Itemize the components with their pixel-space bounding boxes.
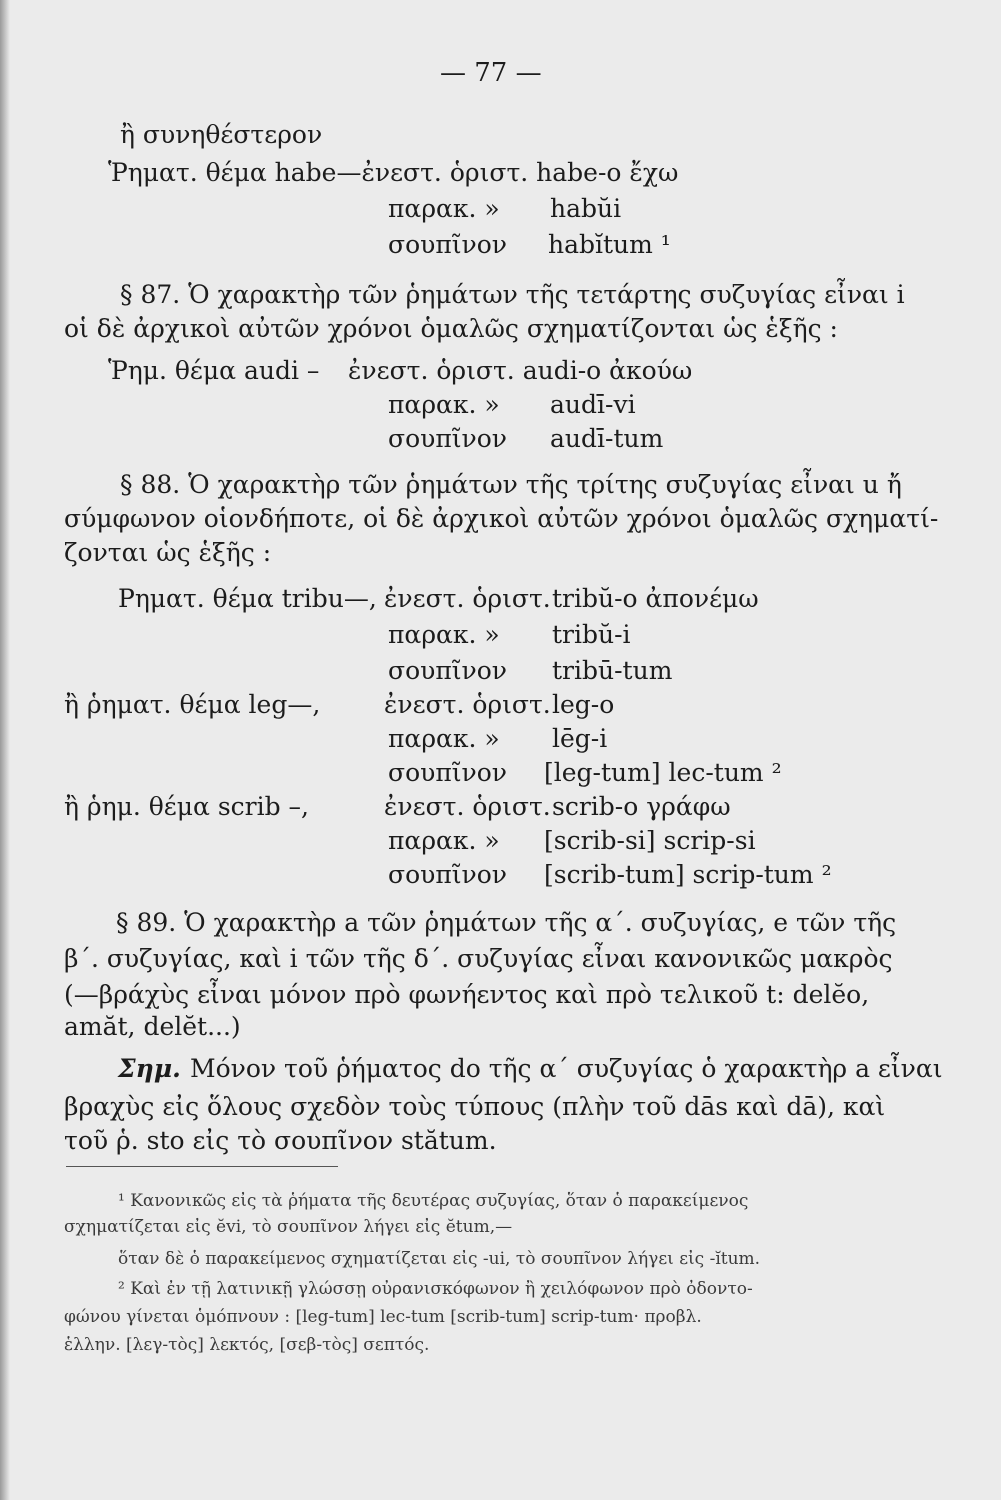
text-line: παρακ. » xyxy=(388,826,500,855)
text-line: tribŭ-i xyxy=(552,620,631,649)
text-line: σουπῖνον xyxy=(388,656,507,685)
paragraph-89-line: § 89. Ὁ χαρακτὴρ a τῶν ῥημάτων τῆς α΄. συζυγίας, e τῶν τῆς xyxy=(116,908,897,937)
text-line: σουπῖνον xyxy=(388,860,507,889)
footnote-line: ἑλλην. [λεγ-τὸς] λεκτός, [σεβ-τὸς] σεπτός. xyxy=(64,1335,430,1355)
footnote-divider xyxy=(66,1166,338,1167)
text-line: tribŭ-o ἀπονέμω xyxy=(552,584,759,613)
text-line: ἐνεστ. ὁριστ. audi-o ἀκούω xyxy=(348,356,693,385)
footnote-line: ² Καὶ ἐν τῇ λατινικῇ γλώσσῃ οὐρανισκόφωνον ἢ χειλόφωνον πρὸ ὀδοντο- xyxy=(118,1279,753,1299)
text-line: Ῥημ. θέμα audi – xyxy=(108,356,320,385)
text-line: [leg-tum] lec-tum ² xyxy=(544,758,782,787)
paragraph-88-line: ζονται ὡς ἑξῆς : xyxy=(64,538,272,567)
footnote-line: φώνου γίνεται ὁμόπνουν : [leg-tum] lec-tum [scrib-tum] scrip-tum· προβλ. xyxy=(64,1307,702,1327)
text-line: σουπῖνον xyxy=(388,230,507,259)
text-line: ἐνεστ. ὁριστ. xyxy=(384,690,551,719)
paragraph-88-line: σύμφωνον οἱονδήποτε, οἱ δὲ ἀρχικοὶ αὐτῶν χρόνοι ὁμαλῶς σχηματί- xyxy=(64,504,939,533)
note-line: βραχὺς εἰς ὅλους σχεδὸν τοὺς τύπους (πλὴν τοῦ dās καὶ dā), καὶ xyxy=(64,1092,886,1121)
text-line: [scrib-si] scrip-si xyxy=(544,826,756,855)
paragraph-89-line: β΄. συζυγίας, καὶ i τῶν τῆς δ΄. συζυγίας εἶναι κανονικῶς μακρὸς xyxy=(64,944,893,973)
paragraph-88-line: § 88. Ὁ χαρακτὴρ τῶν ῥημάτων τῆς τρίτης συζυγίας εἶναι u ἤ xyxy=(120,470,902,499)
text-line: παρακ. » xyxy=(388,194,500,223)
text-line: σουπῖνον xyxy=(388,424,507,453)
text-line: audī-tum xyxy=(550,424,664,453)
text-line: leg-o xyxy=(552,690,615,719)
footnote-line: ὅταν δὲ ὁ παρακείμενος σχηματίζεται εἰς -ui, τὸ σουπῖνον λήγει εἰς -ĭtum. xyxy=(118,1249,761,1269)
text-line: Ῥηματ. θέμα habe—ἐνεστ. ὁριστ. habe-o ἔχω xyxy=(108,158,679,187)
text-line: lēg-i xyxy=(552,724,608,753)
text-line: audī-vi xyxy=(550,390,636,419)
footnote-line: σχηματίζεται εἰς ĕvi, τὸ σουπῖνον λήγει εἰς ĕtum,— xyxy=(64,1217,513,1237)
text-line: tribū-tum xyxy=(552,656,673,685)
text-line: ἢ ῥηματ. θέμα leg—, xyxy=(64,690,321,719)
text-line: Ρηματ. θέμα tribu—, xyxy=(118,584,377,613)
paragraph-87-line: οἱ δὲ ἀρχικοὶ αὐτῶν χρόνοι ὁμαλῶς σχηματίζονται ὡς ἑξῆς : xyxy=(64,314,838,343)
text-line: παρακ. » xyxy=(388,620,500,649)
note-label: Σημ. xyxy=(118,1054,181,1083)
text-line: [scrib-tum] scrip-tum ² xyxy=(544,860,832,889)
footnote-line: ¹ Κανονικῶς εἰς τὰ ῥήματα τῆς δευτέρας συζυγίας, ὅταν ὁ παρακείμενος xyxy=(118,1191,749,1211)
text-line: habĭtum ¹ xyxy=(548,230,671,259)
page-edge-shadow xyxy=(0,0,10,1500)
text-line: ἢ συνηθέστερον xyxy=(120,120,323,149)
text-line: ἐνεστ. ὁριστ. xyxy=(384,792,551,821)
text-line: habŭi xyxy=(550,194,622,223)
paragraph-89-line: amăt, delĕt...) xyxy=(64,1012,241,1041)
note-line: τοῦ ῥ. sto εἰς τὸ σουπῖνον stătum. xyxy=(64,1126,497,1155)
page-number: — 77 — xyxy=(440,58,542,88)
text-line: σουπῖνον xyxy=(388,758,507,787)
text-line: ἢ ῥημ. θέμα scrib –, xyxy=(64,792,309,821)
text-line: παρακ. » xyxy=(388,390,500,419)
paragraph-89-line: (—βράχὺς εἶναι μόνον πρὸ φωνήεντος καὶ πρὸ τελικοῦ t: delĕo, xyxy=(64,980,870,1009)
paragraph-87-line: § 87. Ὁ χαρακτὴρ τῶν ῥημάτων τῆς τετάρτης συζυγίας εἶναι i xyxy=(120,280,905,309)
note-line: Μόνον τοῦ ῥήματος do τῆς α΄ συζυγίας ὁ χαρακτὴρ a εἶναι xyxy=(190,1054,943,1083)
text-line: παρακ. » xyxy=(388,724,500,753)
text-line: ἐνεστ. ὁριστ. xyxy=(384,584,551,613)
text-line: scrib-o γράφω xyxy=(552,792,731,821)
